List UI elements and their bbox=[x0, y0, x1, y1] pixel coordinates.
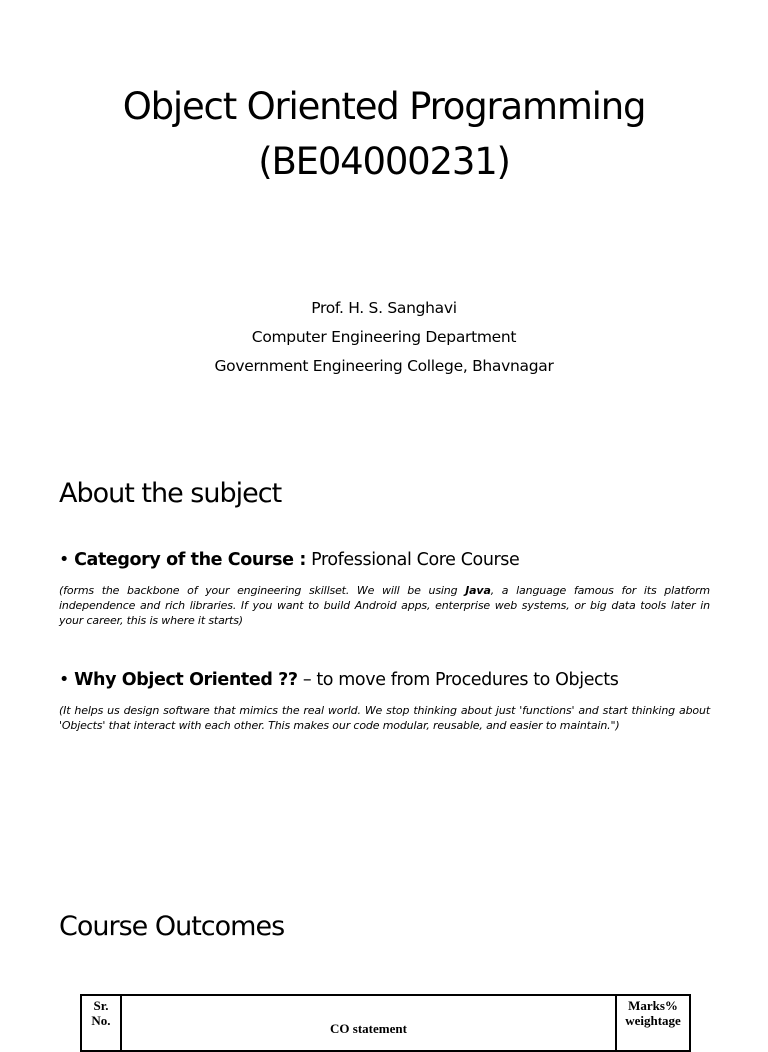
author-block bbox=[0, 294, 768, 381]
header-sr-no: Sr. No. bbox=[81, 995, 121, 1051]
course-code: (BE04000231) bbox=[258, 140, 510, 183]
category-note-text-end: , a language famous for its platform independence and rich libraries. If you want to build Android apps, enterprise web systems, or big data tools later in your career, this is where it starts) bbox=[59, 584, 710, 627]
category-bullet bbox=[59, 550, 519, 570]
course-outcomes-table bbox=[80, 994, 691, 1052]
category-label: Category of the Course : bbox=[74, 550, 306, 570]
author-name: Prof. H. S. Sanghavi bbox=[311, 299, 457, 317]
why-value: – to move from Procedures to Objects bbox=[297, 670, 619, 690]
category-note bbox=[59, 583, 710, 628]
outcomes-heading: Course Outcomes bbox=[59, 911, 285, 942]
why-label: Why Object Oriented ?? bbox=[74, 670, 298, 690]
bullet-dot: • bbox=[59, 670, 69, 690]
header-marks-weightage: Marks% weightage bbox=[616, 995, 690, 1051]
course-title: Object Oriented Programming bbox=[122, 85, 646, 128]
why-note: (It helps us design software that mimics the real world. We stop thinking about just 'functions' and start thinking about 'Objects' that interact with each other. This makes our code modular, reusable, and easier to maintain.") bbox=[59, 704, 710, 732]
header-co-statement: CO statement bbox=[121, 995, 616, 1051]
bullet-dot: • bbox=[59, 550, 69, 570]
category-note-java: Java bbox=[465, 584, 491, 597]
about-heading: About the subject bbox=[59, 478, 282, 509]
author-college: Government Engineering College, Bhavnagar bbox=[214, 357, 554, 375]
why-bullet bbox=[59, 670, 618, 690]
table-header-row bbox=[81, 995, 690, 1051]
author-department: Computer Engineering Department bbox=[251, 328, 517, 346]
category-note-text: (forms the backbone of your engineering skillset. We will be using bbox=[59, 584, 466, 597]
category-value: Professional Core Course bbox=[311, 550, 520, 570]
